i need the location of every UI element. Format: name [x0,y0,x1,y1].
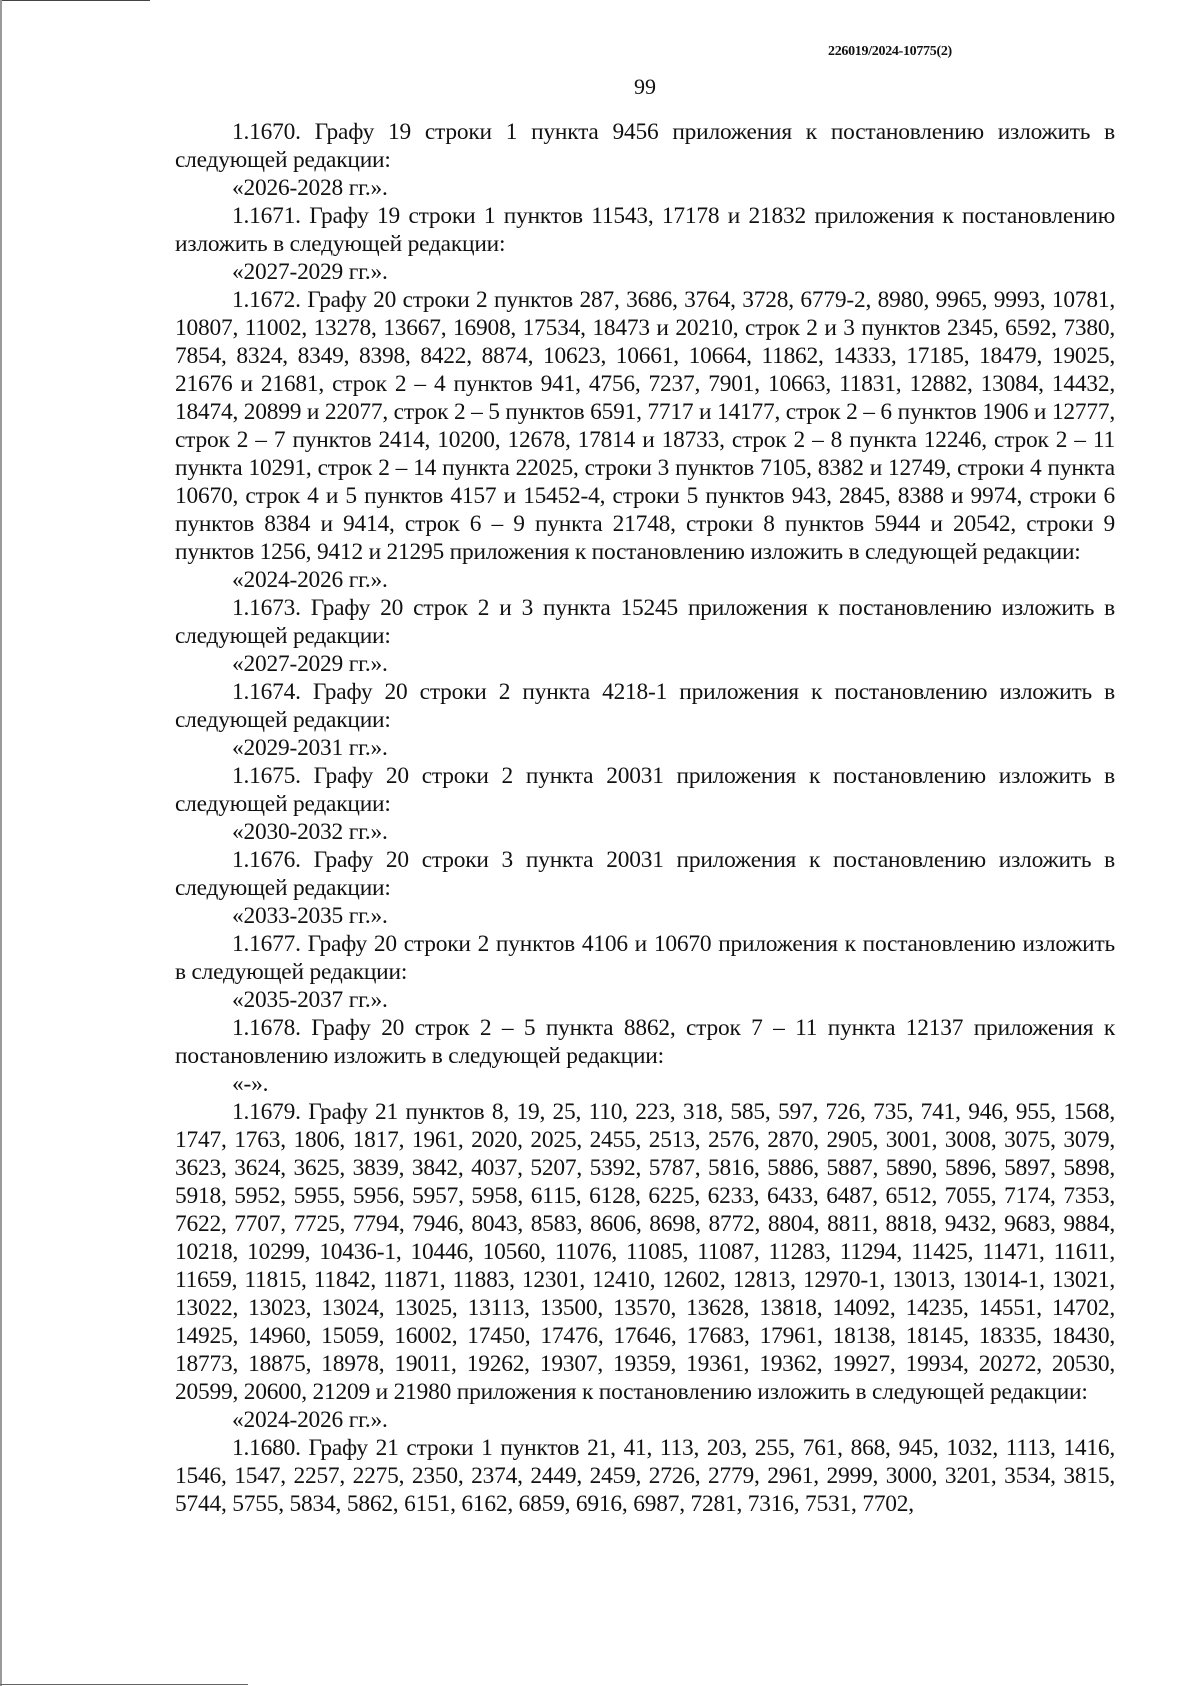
quote-1672: «2024-2026 гг.». [232,567,388,593]
paragraph-1675: 1.1675. Графу 20 строки 2 пункта 20031 приложения к постановлению изложить в следующей редакции: [175,763,1115,817]
quote-1670: «2026-2028 гг.». [232,175,388,201]
document-registration-number: 226019/2024-10775(2) [828,44,952,59]
paragraph-1670: 1.1670. Графу 19 строки 1 пункта 9456 приложения к постановлению изложить в следующей редакции: [175,119,1115,173]
paragraph-1678: 1.1678. Графу 20 строк 2 – 5 пункта 8862, строк 7 – 11 пункта 12137 приложения к постановлению изложить в следующей редакции: [175,1015,1115,1069]
quote-1671: «2027-2029 гг.». [232,259,388,285]
quote-1677: «2035-2037 гг.». [232,987,388,1013]
quote-1679: «2024-2026 гг.». [232,1407,388,1433]
quote-1673: «2027-2029 гг.». [232,651,388,677]
scan-edge-left [0,0,2,1686]
document-body [175,118,1115,1518]
page-number: 99 [634,74,656,99]
quote-1674: «2029-2031 гг.». [232,735,388,761]
quote-1678: «-». [232,1071,269,1097]
paragraph-1671: 1.1671. Графу 19 строки 1 пунктов 11543, 17178 и 21832 приложения к постановлению изложить в следующей редакции: [175,203,1115,257]
paragraph-1673: 1.1673. Графу 20 строк 2 и 3 пункта 15245 приложения к постановлению изложить в следующей редакции: [175,595,1115,649]
paragraph-1679: 1.1679. Графу 21 пунктов 8, 19, 25, 110, 223, 318, 585, 597, 726, 735, 741, 946, 955, 1568, 1747, 1763, 1806, 1817, 1961, 2020, 2025, 2455, 2513, 2576, 2870, 2905, 3001, 3008, 3075, 3079, 3623, 3624, 3625, 3839, 3842, 4037, 5207, 5392, 5787, 5816, 5886, 5887, 5890, 5896, 5897, 5898, 5918, 5952, 5955, 5956, 5957, 5958, 6115, 6128, 6225, 6233, 6433, 6487, 6512, 7055, 7174, 7353, 7622, 7707, 7725, 7794, 7946, 8043, 8583, 8606, 8698, 8772, 8804, 8811, 8818, 9432, 9683, 9884, 10218, 10299, 10436-1, 10446, 10560, 11076, 11085, 11087, 11283, 11294, 11425, 11471, 11611, 11659, 11815, 11842, 11871, 11883, 12301, 12410, 12602, 12813, 12970-1, 13013, 13014-1, 13021, 13022, 13023, 13024, 13025, 13113, 13500, 13570, 13628, 13818, 14092, 14235, 14551, 14702, 14925, 14960, 15059, 16002, 17450, 17476, 17646, 17683, 17961, 18138, 18145, 18335, 18430, 18773, 18875, 18978, 19011, 19262, 19307, 19359, 19361, 19362, 19927, 19934, 20272, 20530, 20599, 20600, 21209 и 21980 приложения к постановлению изложить в следующей редакции: [175,1099,1115,1405]
scan-edge-line-bottom [0,1684,248,1685]
scan-edge-line-top [0,0,150,1]
paragraph-1680: 1.1680. Графу 21 строки 1 пунктов 21, 41, 113, 203, 255, 761, 868, 945, 1032, 1113, 1416, 1546, 1547, 2257, 2275, 2350, 2374, 2449, 2459, 2726, 2779, 2961, 2999, 3000, 3201, 3534, 3815, 5744, 5755, 5834, 5862, 6151, 6162, 6859, 6916, 6987, 7281, 7316, 7531, 7702, [175,1435,1115,1517]
quote-1676: «2033-2035 гг.». [232,903,388,929]
paragraph-1676: 1.1676. Графу 20 строки 3 пункта 20031 приложения к постановлению изложить в следующей редакции: [175,847,1115,901]
paragraph-1672: 1.1672. Графу 20 строки 2 пунктов 287, 3686, 3764, 3728, 6779-2, 8980, 9965, 9993, 10781, 10807, 11002, 13278, 13667, 16908, 17534, 18473 и 20210, строк 2 и 3 пунктов 2345, 6592, 7380, 7854, 8324, 8349, 8398, 8422, 8874, 10623, 10661, 10664, 11862, 14333, 17185, 18479, 19025, 21676 и 21681, строк 2 – 4 пунктов 941, 4756, 7237, 7901, 10663, 11831, 12882, 13084, 14432, 18474, 20899 и 22077, строк 2 – 5 пунктов 6591, 7717 и 14177, строк 2 – 6 пунктов 1906 и 12777, строк 2 – 7 пунктов 2414, 10200, 12678, 17814 и 18733, строк 2 – 8 пункта 12246, строк 2 – 11 пункта 10291, строк 2 – 14 пункта 22025, строки 3 пунктов 7105, 8382 и 12749, строки 4 пункта 10670, строк 4 и 5 пунктов 4157 и 15452-4, строки 5 пунктов 943, 2845, 8388 и 9974, строки 6 пунктов 8384 и 9414, строк 6 – 9 пункта 21748, строки 8 пунктов 5944 и 20542, строки 9 пунктов 1256, 9412 и 21295 приложения к постановлению изложить в следующей редакции: [175,287,1115,565]
paragraph-1674: 1.1674. Графу 20 строки 2 пункта 4218-1 приложения к постановлению изложить в следующей редакции: [175,679,1115,733]
paragraph-1677: 1.1677. Графу 20 строки 2 пунктов 4106 и 10670 приложения к постановлению изложить в следующей редакции: [175,931,1115,985]
quote-1675: «2030-2032 гг.». [232,819,388,845]
